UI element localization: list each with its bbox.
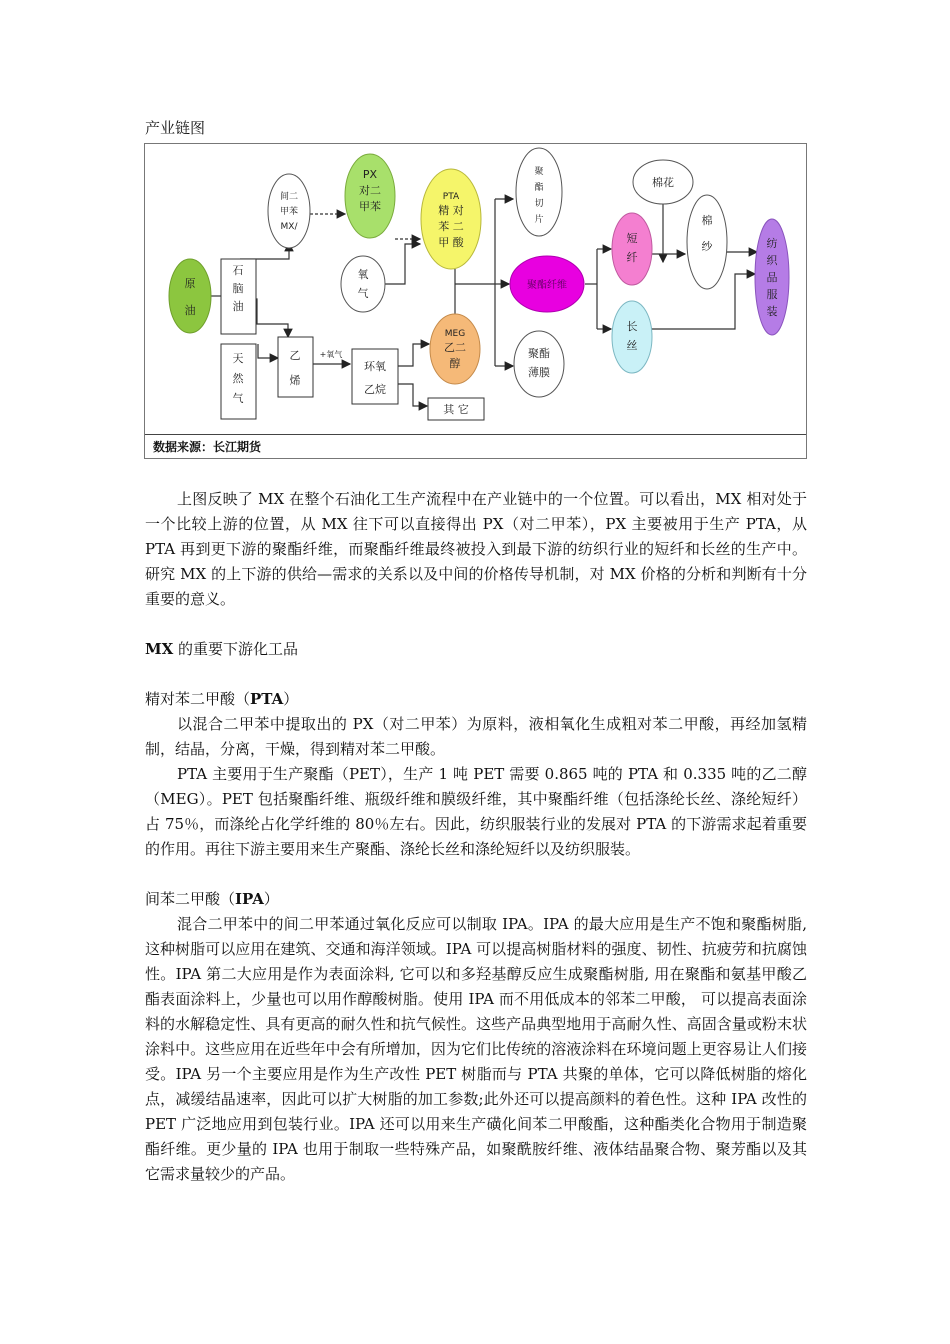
heading-ipa-end: ） [263,890,279,908]
node-mx-l3: MX/ [280,222,298,232]
node-filament [612,301,652,373]
node-chips-l1: 聚 [534,167,544,177]
node-crude-l2: 油 [184,304,196,317]
edge-natgas-ethylene [258,344,278,358]
paragraph-ipa: 混合二甲苯中的间二甲苯通过氧化反应可以制取 IPA。IPA 的最大应用是生产不饱和聚酯树脂, 这种树脂可以应用在建筑、交通和海洋领域。IPA 可以提高树脂材料的强度、韧性、抗疲劳和抗腐蚀性。IPA 第二大应用是作为表面涂料, 它可以和多羟基醇反应生成聚酯树脂, 用在聚酯和氨基甲酸乙酯表面涂料上，少量也可以用作醇酸树脂。使用 IPA 而不用低成本的邻苯二甲酸， 可以提高表面涂料的水解稳定性、具有更高的耐久性和抗气候性。这些产品典型地用于高耐久性、高固含量或粉末状涂料中。这些应用在近些年中会有所增加，因为它们比传统的溶液涂料在环境问题上更容易让人们接受。IPA 另一个主要应用是作为生产改性 PET 树脂而与 PTA 共聚的单体，它可以降低树脂的熔化点，减缓结晶速率，因此可以扩大树脂的加工参数;此外还可以提高颜料的着色性。这种 IPA 改性的 PET 广泛地应用到包装行业。IPA 还可以用来生产磺化间苯二甲酸酯，这种酯类化合物用于制造聚酯纤维。更少量的 IPA 也用于制取一些特殊产品，如聚酰胺纤维、液体结晶聚合物、聚芳酯以及其它需求量较少的产品。 [145,915,807,1183]
node-apparel-l1: 纺 [766,237,778,250]
node-apparel-l3: 品 [766,271,778,284]
node-meg-l3: 醇 [449,357,461,370]
node-cotton-label: 棉花 [652,176,674,189]
node-natgas-l1: 天 [232,352,244,365]
label-oxygen-plus: +氧气 [319,350,343,359]
node-mx-l2: 甲苯 [279,207,299,217]
heading-pta-text: 精对苯二甲酸（ [145,690,251,708]
node-chips-l2: 酯 [534,183,544,193]
node-fiber-label: 聚酯纤维 [527,280,567,291]
node-apparel-l4: 服 [766,288,778,301]
node-chips-l4: 片 [534,215,544,225]
heading-mx-bold: MX [145,640,174,658]
node-apparel-l2: 织 [766,254,778,267]
heading-mx-downstream [145,637,807,662]
heading-pta-end: ） [283,690,299,708]
paragraph-intro: 上图反映了 MX 在整个石油化工生产流程中在产业链中的一个位置。可以看出，MX 相对处于一个比较上游的位置，从 MX 往下可以直接得出 PX（对二甲苯），PX 主要被用于生产 PTA，从 PTA 再到更下游的聚酯纤维，而聚酯纤维最终被投入到最下游的纺织行业的短纤和长丝的生产中。研究 MX 的上下游的供给—需求的关系以及中间的价格传导机制，对 MX 价格的分析和判断有十分重要的意义。 [145,490,807,608]
heading-pta-bold: PTA [250,690,284,708]
node-oxygen-l1: 氧 [357,268,369,281]
heading-mx-text: 的重要下游化工品 [178,640,299,658]
node-natgas-l2: 然 [232,372,244,385]
node-pta-l3: 苯 二 [438,220,464,233]
node-yarn-l1: 棉 [701,214,713,227]
node-others-label: 其 它 [443,403,469,416]
node-eo-l2: 乙烷 [364,383,386,396]
node-px-l3: 甲苯 [359,200,381,213]
industry-chain-diagram [144,143,807,459]
node-staple [612,213,652,285]
node-pta-l4: 甲 酸 [438,236,464,249]
node-crude [169,259,211,333]
node-film-l2: 薄膜 [528,366,550,379]
heading-pta [145,687,807,712]
node-eo-l1: 环氧 [364,360,386,373]
node-px-l2: 对二 [359,184,381,197]
node-crude-l1: 原 [184,277,196,290]
heading-ipa-bold: IPA [235,890,264,908]
paragraph-pta-1: 以混合二甲苯中提取出的 PX（对二甲苯）为原料，液相氧化生成粗对苯二甲酸，再经加氢精制，结晶，分离，干燥，得到精对苯二甲酸。 [145,715,807,758]
chain-title: 产业链图 [145,119,206,137]
edge-oxygen-pta [383,244,420,284]
node-meg-l1: MEG [444,329,466,339]
diagram-source: 数据来源：长江期货 [145,434,806,458]
body-section [145,487,807,1187]
node-mx-l1: 间二 [279,192,299,202]
node-ethylene [278,337,313,397]
heading-ipa-text: 间苯二甲酸（ [145,890,236,908]
node-meg-l2: 乙二 [444,341,466,354]
heading-ipa [145,887,807,912]
node-film-l1: 聚酯 [528,347,550,360]
node-ethylene-l2: 烯 [289,374,301,387]
node-px-l1: PX [362,168,378,181]
node-oxygen-l2: 气 [357,287,369,300]
node-apparel-l5: 装 [766,305,778,318]
node-staple-l2: 纤 [626,251,638,264]
node-oxygen [341,256,385,312]
node-filament-l1: 长 [626,320,638,333]
node-yarn-l2: 纱 [701,240,713,253]
node-pta [421,169,481,269]
node-film [514,331,564,397]
edge-eo-meg [398,344,429,366]
node-ethylene-l1: 乙 [289,349,301,362]
node-natgas-l3: 气 [232,392,244,405]
node-pta-l1: PTA [442,192,460,202]
node-filament-l2: 丝 [626,339,638,352]
node-pta-l2: 精 对 [438,204,464,217]
paragraph-pta-2: PTA 主要用于生产聚酯（PET），生产 1 吨 PET 需要 0.865 吨的 PTA 和 0.335 吨的乙二醇（MEG）。PET 包括聚酯纤维、瓶级纤维和膜级纤维，其中聚酯纤维（包括涤纶长丝、涤纶短纤）占 75％，而涤纶占化学纤维的 80％左右。因此，纺织服装行业的发展对 PTA 的下游需求起着重要的作用。再往下游主要用来生产聚酯、涤纶长丝和涤纶短纤以及纺织服装。 [145,765,807,858]
node-naphtha-l3: 油 [232,300,244,313]
node-naphtha-l2: 脑 [232,282,244,295]
node-staple-l1: 短 [626,232,638,245]
node-naphtha-l1: 石 [232,264,244,277]
diagram-canvas [145,144,806,434]
node-chips-l3: 切 [534,199,544,209]
